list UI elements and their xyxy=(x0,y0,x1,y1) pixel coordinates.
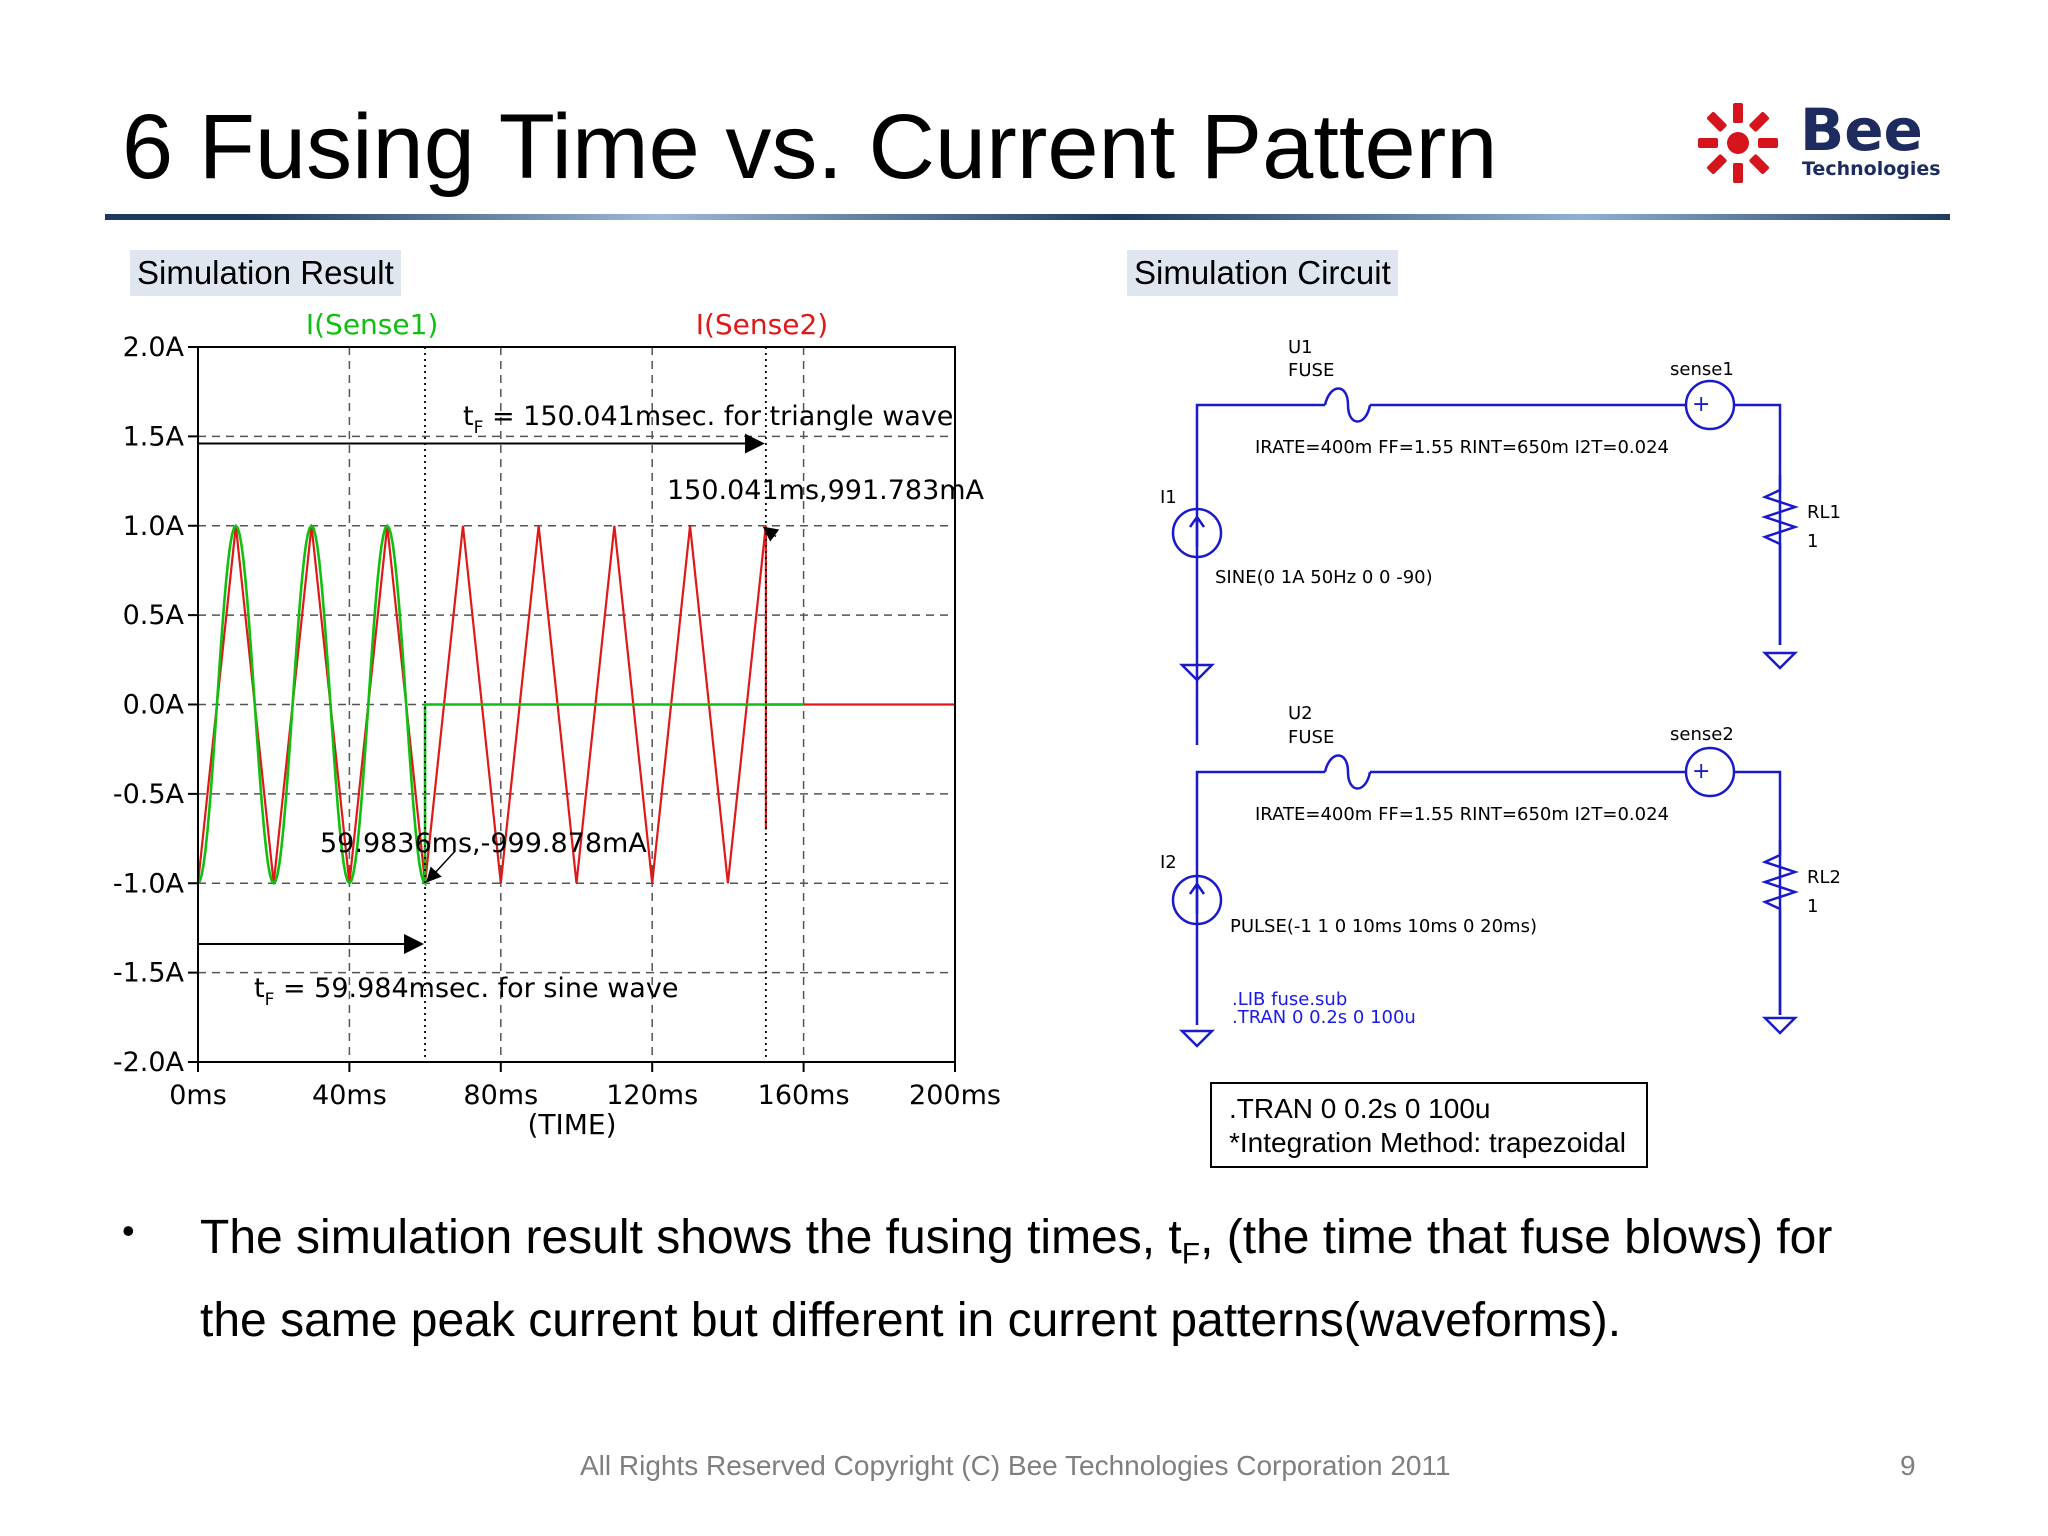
page-number: 9 xyxy=(1900,1450,1916,1481)
sine-tf-annotation: $t_F = 59.984msec$. for sine wave xyxy=(254,973,679,1010)
x-tick-label: 160ms xyxy=(757,1080,850,1111)
simulation-result-label: Simulation Result xyxy=(130,250,401,296)
tran-line: .TRAN 0 0.2s 0 100u xyxy=(1229,1093,1491,1124)
sense1-label: sense1 xyxy=(1670,359,1734,380)
fuse-u1-symbol xyxy=(1325,389,1370,422)
logo-text-bee: Bee xyxy=(1800,96,1923,164)
sense2-plus: + xyxy=(1692,759,1711,784)
y-tick-label: -2.0A xyxy=(112,1047,184,1078)
sense2-label: sense2 xyxy=(1670,724,1734,745)
fuse-u2-symbol xyxy=(1325,756,1370,789)
legend-sense2: I(Sense2) xyxy=(695,308,829,341)
ground-rl1 xyxy=(1765,653,1795,668)
fusing-waveform-chart xyxy=(100,300,1005,1150)
bullet-text: The simulation result shows the fusing times, $t_F$, (the time that fuse blows) for the same peak current but different in current patterns(waveforms). xyxy=(200,1211,1833,1347)
sine-cursor-label: 59.9836ms,-999.878mA xyxy=(320,828,647,859)
tran-directive: .TRAN 0 0.2s 0 100u xyxy=(1232,1007,1416,1028)
y-tick-label: -0.5A xyxy=(112,778,184,810)
ground-rl2 xyxy=(1765,1018,1795,1033)
x-tick-label: 0ms xyxy=(169,1080,227,1111)
i2-source-spec: PULSE(-1 1 0 10ms 10ms 0 20ms) xyxy=(1230,916,1537,937)
x-axis-label: (TIME) xyxy=(527,1108,617,1141)
title-divider xyxy=(105,214,1950,220)
u1-params: IRATE=400m FF=1.55 RINT=650m I2T=0.024 xyxy=(1255,437,1669,458)
bee-logo-emblem xyxy=(1698,103,1778,183)
y-tick-label: 1.0A xyxy=(122,510,184,542)
slide-title: 6 Fusing Time vs. Current Pattern xyxy=(122,96,1498,198)
i2-ref: I2 xyxy=(1160,852,1177,873)
bullet-marker: • xyxy=(122,1210,135,1251)
y-tick-label: 0.5A xyxy=(122,600,184,632)
bee-technologies-logo xyxy=(1690,95,1950,190)
copyright-footer: All Rights Reserved Copyright (C) Bee Technologies Corporation 2011 xyxy=(580,1450,1451,1481)
legend-sense1: I(Sense1) xyxy=(305,308,439,341)
u2-params: IRATE=400m FF=1.55 RINT=650m I2T=0.024 xyxy=(1255,804,1669,825)
tran-settings-box xyxy=(1210,1082,1648,1168)
rl1-ref: RL1 xyxy=(1807,502,1841,523)
i1-source-spec: SINE(0 1A 50Hz 0 0 -90) xyxy=(1215,567,1433,588)
rl1-value: 1 xyxy=(1807,531,1819,552)
lib-directive: .LIB fuse.sub xyxy=(1232,989,1348,1010)
rl2-value: 1 xyxy=(1807,896,1819,917)
integration-method-line: *Integration Method: trapezoidal xyxy=(1229,1127,1626,1158)
simulation-circuit-label: Simulation Circuit xyxy=(1127,250,1398,296)
y-tick-label: -1.0A xyxy=(112,868,184,900)
rl2-resistor xyxy=(1765,840,1795,1015)
simulation-circuit-diagram xyxy=(1140,325,1900,1055)
u1-type: FUSE xyxy=(1288,360,1335,381)
y-tick-label: 0.0A xyxy=(122,689,184,721)
triangle-cursor-label: 150.041ms,991.783mA xyxy=(667,475,985,506)
x-tick-label: 200ms xyxy=(909,1080,1001,1111)
sense1-plus: + xyxy=(1692,392,1711,417)
x-tick-label: 80ms xyxy=(463,1080,539,1111)
ground-i2 xyxy=(1182,1031,1212,1046)
u2-ref: U2 xyxy=(1288,703,1313,724)
y-tick-label: 1.5A xyxy=(122,421,184,453)
rl2-ref: RL2 xyxy=(1807,867,1841,888)
y-tick-label: 2.0A xyxy=(122,332,184,363)
logo-text-technologies: Technologies xyxy=(1802,158,1941,180)
x-tick-label: 120ms xyxy=(606,1080,699,1111)
i1-ref: I1 xyxy=(1160,487,1177,508)
triangle-tf-annotation: $t_F = 150.041msec$. for triangle wave xyxy=(463,401,954,438)
y-tick-label: -1.5A xyxy=(112,957,184,989)
u2-type: FUSE xyxy=(1288,727,1335,748)
u1-ref: U1 xyxy=(1288,337,1313,358)
x-tick-label: 40ms xyxy=(312,1080,387,1111)
